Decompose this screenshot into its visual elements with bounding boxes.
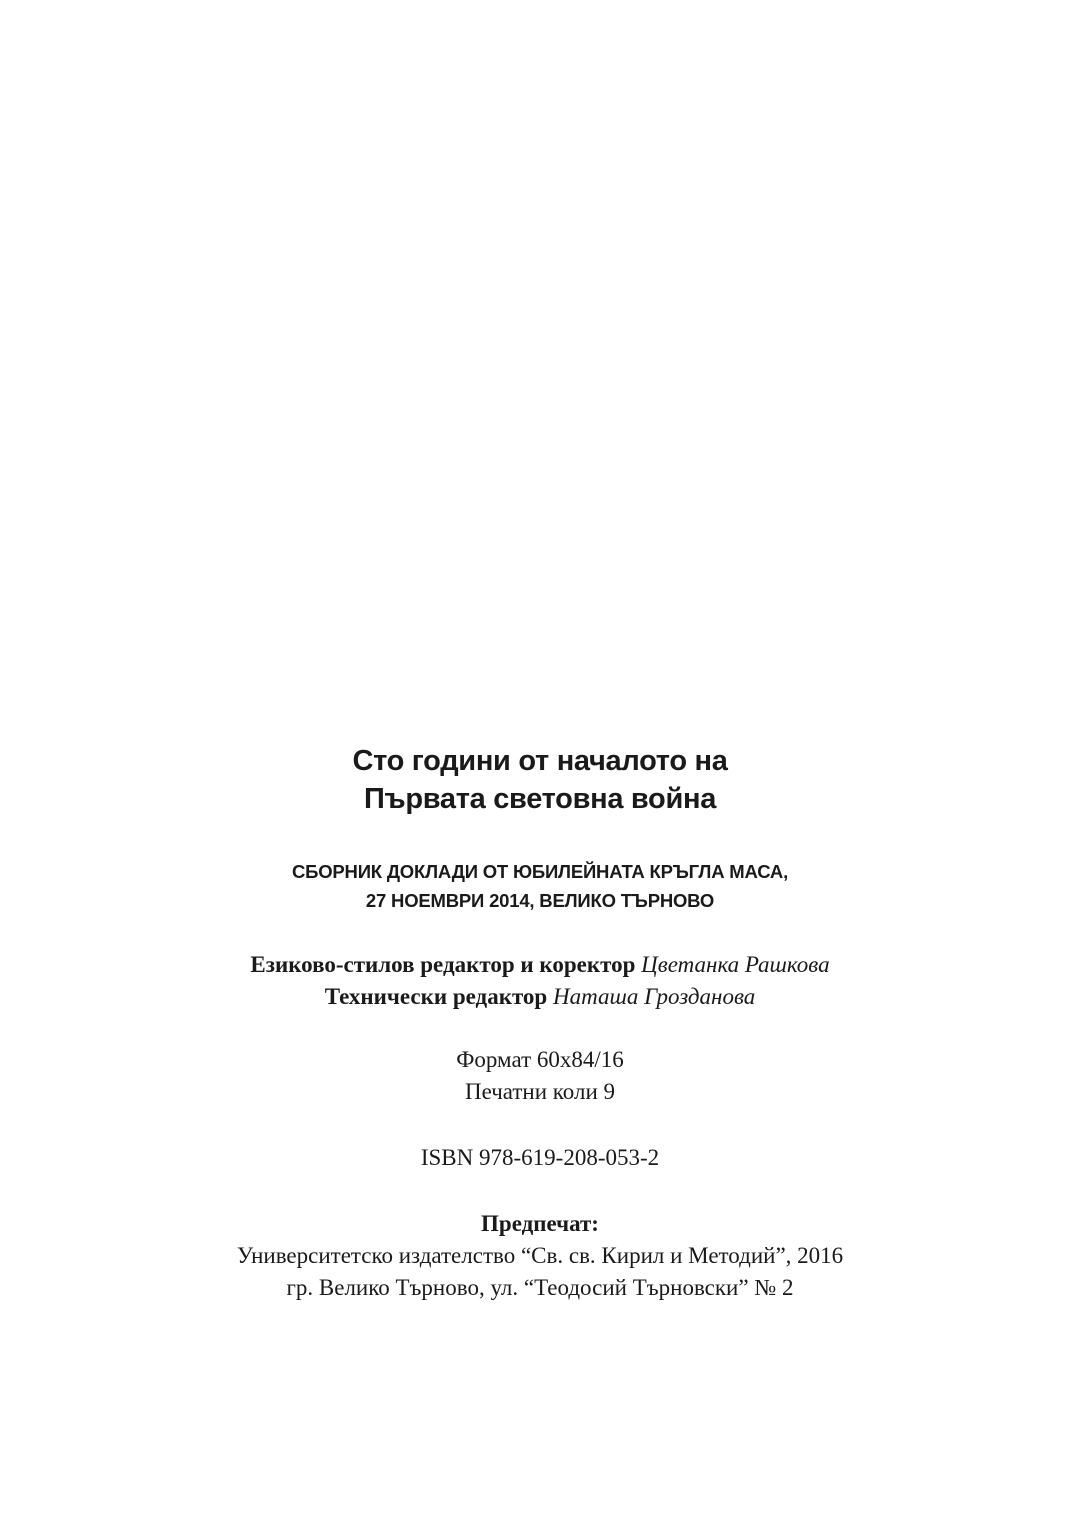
language-editor-credit [0, 949, 1080, 981]
book-title [0, 742, 1080, 818]
book-subtitle [0, 857, 1080, 915]
isbn-text: ISBN 978-619-208-053-2 [420, 1145, 660, 1170]
technical-editor-label: Технически редактор [324, 984, 548, 1009]
book-subtitle-line-1: СБОРНИК ДОКЛАДИ ОТ ЮБИЛЕЙНАТА КРЪГЛА МАСА, [291, 861, 789, 882]
language-editor-label: Езиково-стилов редактор и коректор [250, 952, 636, 977]
print-specs [0, 1044, 1080, 1108]
colophon [0, 742, 1080, 1300]
book-title-line-1: Сто години от началото на [352, 745, 728, 777]
technical-editor-name: Наташа Грозданова [552, 984, 756, 1009]
book-subtitle-line-2: 27 НОЕМВРИ 2014, ВЕЛИКО ТЪРНОВО [365, 890, 715, 911]
prepress-block [0, 1208, 1080, 1304]
prepress-label: Предпечат: [481, 1211, 599, 1236]
book-title-line-2: Първата световна война [363, 783, 717, 815]
technical-editor-credit [0, 981, 1080, 1013]
format-text: Формат 60х84/16 [456, 1047, 624, 1072]
publisher-text: Университетско издателство “Св. св. Кирил и Методий”, 2016 [236, 1243, 844, 1268]
printed-sheets-text: Печатни коли 9 [464, 1079, 616, 1104]
publisher-address: гр. Велико Търново, ул. “Теодосий Търновски” № 2 [286, 1275, 794, 1300]
editor-credits [0, 949, 1080, 1013]
language-editor-name: Цветанка Рашкова [641, 952, 830, 977]
